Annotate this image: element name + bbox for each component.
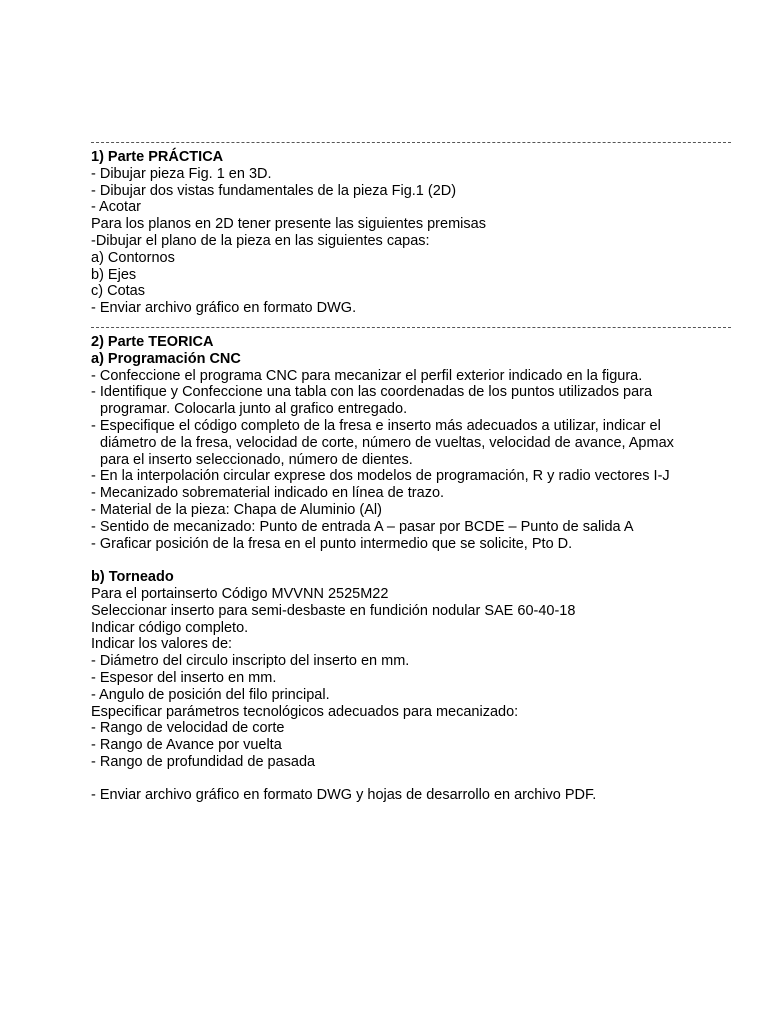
torneado-line: Seleccionar inserto para semi-desbaste en fundición nodular SAE 60-40-18	[91, 602, 576, 619]
cnc-line: - Confeccione el programa CNC para mecanizar el perfil exterior indicado en la figura.	[91, 367, 643, 384]
part1-line: -Dibujar el plano de la pieza en las siguientes capas:	[91, 232, 430, 249]
cnc-line: - Identifique y Confeccione una tabla con las coordenadas de los puntos utilizados para	[91, 384, 653, 401]
torneado-line: Especificar parámetros tecnológicos adecuados para mecanizado:	[91, 703, 519, 720]
cnc-title: a) Programación CNC	[91, 350, 241, 367]
document-body	[91, 132, 731, 804]
cnc-line: - Mecanizado sobrematerial indicado en línea de trazo.	[91, 485, 445, 502]
part1-line: - Dibujar dos vistas fundamentales de la pieza Fig.1 (2D)	[91, 182, 457, 199]
torneado-line: - Angulo de posición del filo principal.	[91, 686, 330, 703]
torneado-line: Indicar los valores de:	[91, 636, 233, 653]
final-instruction: - Enviar archivo gráfico en formato DWG y hojas de desarrollo en archivo PDF.	[91, 787, 597, 804]
torneado-title: b) Torneado	[91, 569, 174, 586]
torneado-line: Para el portainserto Código MVVNN 2525M22	[91, 585, 389, 602]
cnc-line: diámetro de la fresa, velocidad de corte, número de vueltas, velocidad de avance, Apmax	[100, 434, 674, 451]
section-divider	[91, 327, 731, 330]
cnc-line: - Sentido de mecanizado: Punto de entrada A – pasar por BCDE – Punto de salida A	[91, 518, 634, 535]
part1-title: 1) Parte PRÁCTICA	[91, 149, 224, 165]
part1-line: c) Cotas	[91, 283, 145, 300]
cnc-line: programar. Colocarla junto al grafico entregado.	[100, 401, 408, 418]
part2-title: 2) Parte TEORICA	[91, 333, 214, 350]
torneado-line: - Rango de Avance por vuelta	[91, 737, 282, 754]
section-divider	[91, 142, 731, 145]
torneado-line: - Diámetro del circulo inscripto del inserto en mm.	[91, 653, 410, 670]
part1-line: - Acotar	[91, 199, 141, 216]
part1-line: - Enviar archivo gráfico en formato DWG.	[91, 300, 357, 317]
part1-line: - Dibujar pieza Fig. 1 en 3D.	[91, 165, 272, 182]
part1-line: b) Ejes	[91, 266, 137, 283]
cnc-line: - Graficar posición de la fresa en el punto intermedio que se solicite, Pto D.	[91, 535, 573, 552]
cnc-line: - En la interpolación circular exprese dos modelos de programación, R y radio vectores I-J	[91, 468, 670, 485]
torneado-line: - Rango de profundidad de pasada	[91, 753, 316, 770]
cnc-line: - Especifique el código completo de la fresa e inserto más adecuados a utilizar, indicar el	[91, 417, 661, 434]
spacer	[91, 771, 731, 788]
spacer	[91, 552, 731, 569]
cnc-line: para el inserto seleccionado, número de dientes.	[100, 451, 413, 468]
torneado-line: Indicar código completo.	[91, 619, 249, 636]
cnc-line: - Material de la pieza: Chapa de Aluminio (Al)	[91, 501, 382, 518]
torneado-line: - Espesor del inserto en mm.	[91, 669, 277, 686]
part1-line: a) Contornos	[91, 249, 175, 266]
part1-line: Para los planos en 2D tener presente las siguientes premisas	[91, 216, 486, 233]
torneado-line: - Rango de velocidad de corte	[91, 720, 285, 737]
